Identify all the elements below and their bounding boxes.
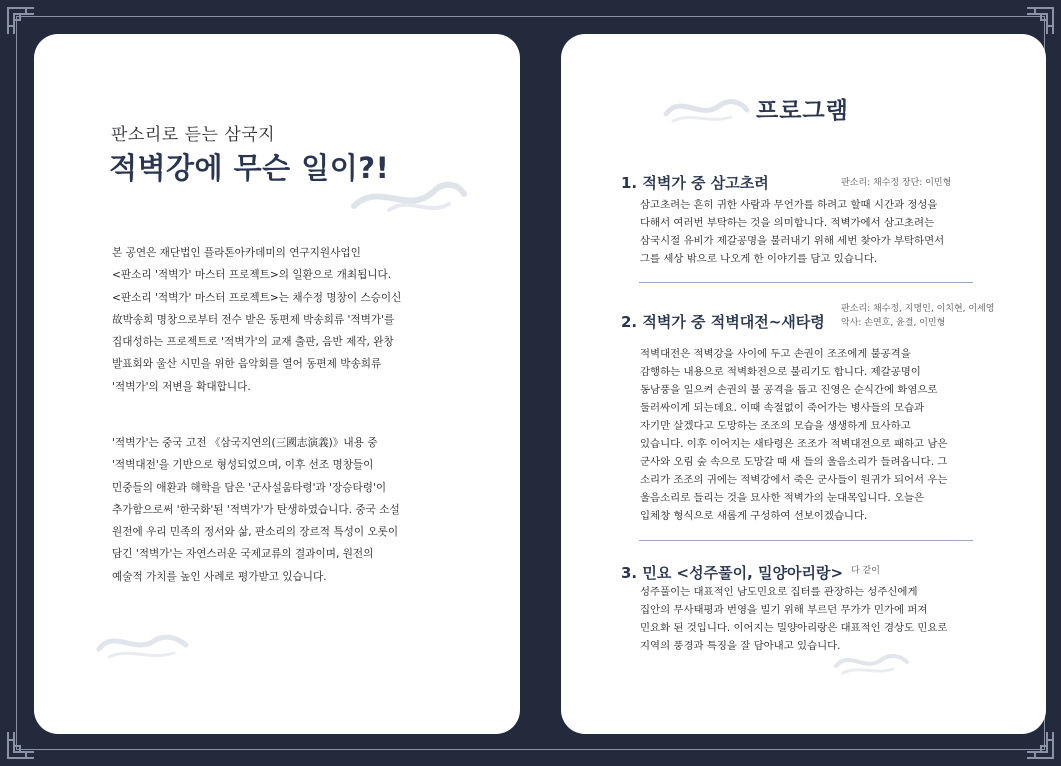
text-line: 故박송희 명창으로부터 전수 받은 동편제 박송희류 '적벽가'를 [112, 313, 395, 326]
text-line: 그를 세상 밖으로 나오게 한 이야기를 담고 있습니다. [640, 253, 878, 265]
text-line: 감행하는 내용으로 적벽화전으로 불리기도 합니다. 제갈공명이 [640, 366, 921, 378]
program-item-cast [851, 564, 880, 578]
text-line: 동남풍을 일으켜 손권의 불 공격을 돕고 진영은 순식간에 화염으로 [640, 384, 938, 396]
cast-line: 악사: 손연호, 윤결, 이민형 [841, 318, 946, 328]
text-line: 적벽대전은 적벽강을 사이에 두고 손권이 조조에게 불공격을 [640, 348, 911, 360]
text-line: <판소리 '적벽가' 마스터 프로젝트>는 채수정 명창이 스승이신 [112, 291, 402, 304]
program-item-description [640, 196, 944, 268]
text-line: 예술적 가치를 높인 사례로 평가받고 있습니다. [112, 570, 327, 583]
text-line: 울음소리로 들리는 것을 묘사한 적벽가의 눈대목입니다. 오늘은 [640, 492, 925, 504]
program-item-description [640, 345, 947, 525]
program-item-heading: 3. 민요 <성주풀이, 밀양아리랑> [621, 564, 844, 582]
corner-ornament-icon [1025, 6, 1055, 36]
corner-ornament-icon [6, 730, 36, 760]
text-line: 지역의 풍경과 특징을 잘 담아내고 있습니다. [640, 640, 841, 652]
text-line: 있습니다. 이후 이어지는 새타령은 조조가 적벽대전으로 패하고 남은 [640, 438, 948, 450]
cast-line: 판소리: 채수정, 지명인, 이치현, 이세영 [841, 304, 995, 314]
text-line: '적벽가'는 중국 고전 《삼국지연의(三國志演義)》내용 중 [112, 437, 378, 449]
program-item-cast [841, 176, 951, 190]
concert-title: 적벽강에 무슨 일이?! [109, 151, 390, 185]
text-line: 담긴 '적벽가'는 자연스러운 국제교류의 결과이며, 원전의 [112, 548, 374, 561]
wave-decoration-icon [94, 619, 194, 664]
text-line: '적벽대전'을 기반으로 형성되었으며, 이후 선조 명창들이 [112, 459, 374, 472]
program-item-heading: 1. 적벽가 중 삼고초려 [621, 174, 769, 192]
text-line: 원전에 우리 민족의 정서와 삶, 판소리의 장르적 특성이 오롯이 [112, 526, 399, 539]
text-line: 추가함으로써 '한국화'된 '적벽가'가 탄생하였습니다. 중국 소설 [112, 503, 400, 516]
program-item-description [640, 583, 947, 655]
text-line: 본 공연은 재단법인 플라톤아카데미의 연구지원사업인 [112, 247, 361, 259]
cast-line: 다 같이 [851, 566, 880, 576]
text-line: 군사와 오림 숲 속으로 도망갈 때 새 들의 울음소리가 들려옵니다. 그 [640, 456, 948, 468]
text-line: 성주풀이는 대표적인 남도민요로 집터를 관장하는 성주신에게 [640, 586, 918, 598]
text-line: 민중들의 애환과 해학을 담은 '군사설움타령'과 '장승타령'이 [112, 481, 387, 494]
wave-decoration-icon [661, 86, 751, 126]
cast-line: 판소리: 채수정 장단: 이민형 [841, 178, 952, 188]
section-divider [639, 540, 973, 541]
background-paragraph [112, 432, 492, 588]
intro-paragraph [112, 242, 492, 398]
text-line: 발표회와 울산 시민을 위한 음악회를 열어 동편제 박송희류 [112, 358, 382, 371]
text-line: 삼고초려는 흔히 귀한 사람과 무언가를 하려고 할때 시간과 정성을 [640, 199, 938, 211]
corner-ornament-icon [1025, 730, 1055, 760]
program-item-heading: 2. 적벽가 중 적벽대전~새타령 [621, 313, 825, 331]
text-line: 소리가 조조의 귀에는 적벽강에서 죽은 군사들이 원귀가 되어서 우는 [640, 474, 948, 486]
program-title: 프로그램 [756, 98, 849, 124]
text-line: 다해서 여러번 부탁하는 것을 의미합니다. 적벽가에서 삼고초려는 [640, 217, 935, 229]
concert-subtitle: 판소리로 듣는 삼국지 [111, 125, 276, 145]
program-item-cast [841, 302, 994, 330]
text-line: 입체창 형식으로 새롭게 구성하여 선보이겠습니다. [640, 510, 868, 522]
text-line: 집대성하는 프로젝트로 '적벽가'의 교재 출판, 음반 제작, 완창 [112, 336, 394, 349]
text-line: 둘러싸이게 되는데요. 이때 속절없이 죽어가는 병사들의 모습과 [640, 402, 925, 414]
intro-page [34, 34, 520, 734]
text-line: 집안의 무사태평과 번영을 빌기 위해 부르던 무가가 민가에 퍼져 [640, 604, 928, 616]
text-line: 자기만 살겠다고 도망하는 조조의 모습을 생생하게 묘사하고 [640, 420, 911, 432]
corner-ornament-icon [6, 6, 36, 36]
section-divider [639, 282, 973, 283]
text-line: 민요화 된 것입니다. 이어지는 밀양아리랑은 대표적인 경상도 민요로 [640, 622, 948, 634]
text-line: 삼국시절 유비가 제갈공명을 불러내기 위해 세번 찾아가 부탁하면서 [640, 235, 945, 247]
text-line: <판소리 '적벽가' 마스터 프로젝트>의 일환으로 개최됩니다. [112, 269, 392, 282]
program-page [561, 34, 1046, 734]
text-line: '적벽가'의 저변을 확대합니다. [112, 380, 251, 393]
